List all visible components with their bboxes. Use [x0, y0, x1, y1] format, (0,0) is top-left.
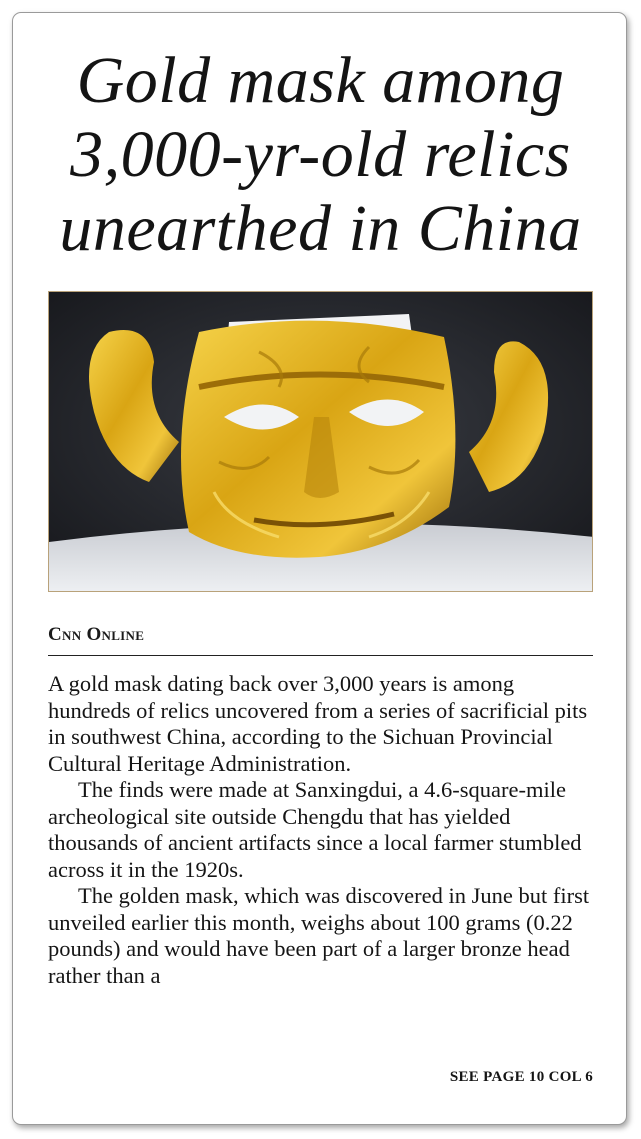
- article-body: [48, 671, 596, 989]
- headline-line-1: Gold mask among: [76, 44, 565, 117]
- headline-line-3: unearthed in China: [59, 192, 582, 265]
- byline-divider: [48, 655, 593, 656]
- paragraph-1: A gold mask dating back over 3,000 years is among hundreds of relics uncovered from a series of sacrificial pits in southwest China, according to the Sichuan Provincial Cultural Heritage Administration.: [48, 671, 588, 776]
- headline-line-2: 3,000-yr-old relics: [70, 118, 571, 191]
- continued-on-page: SEE PAGE 10 COL 6: [449, 1069, 593, 1085]
- headline: [20, 44, 621, 266]
- paragraph-3: The golden mask, which was discovered in June but first unveiled earlier this month, weighs about 100 grams (0.22 pounds) and would have been part of a larger bronze head rather than a: [48, 883, 590, 988]
- byline: Cnn Online: [48, 624, 145, 645]
- gold-mask-photo: [48, 291, 593, 592]
- paragraph-2: The finds were made at Sanxingdui, a 4.6-square-mile archeological site outside Chengdu that has yielded thousands of ancient artifacts since a local farmer stumbled across it in the 1920s.: [48, 777, 582, 882]
